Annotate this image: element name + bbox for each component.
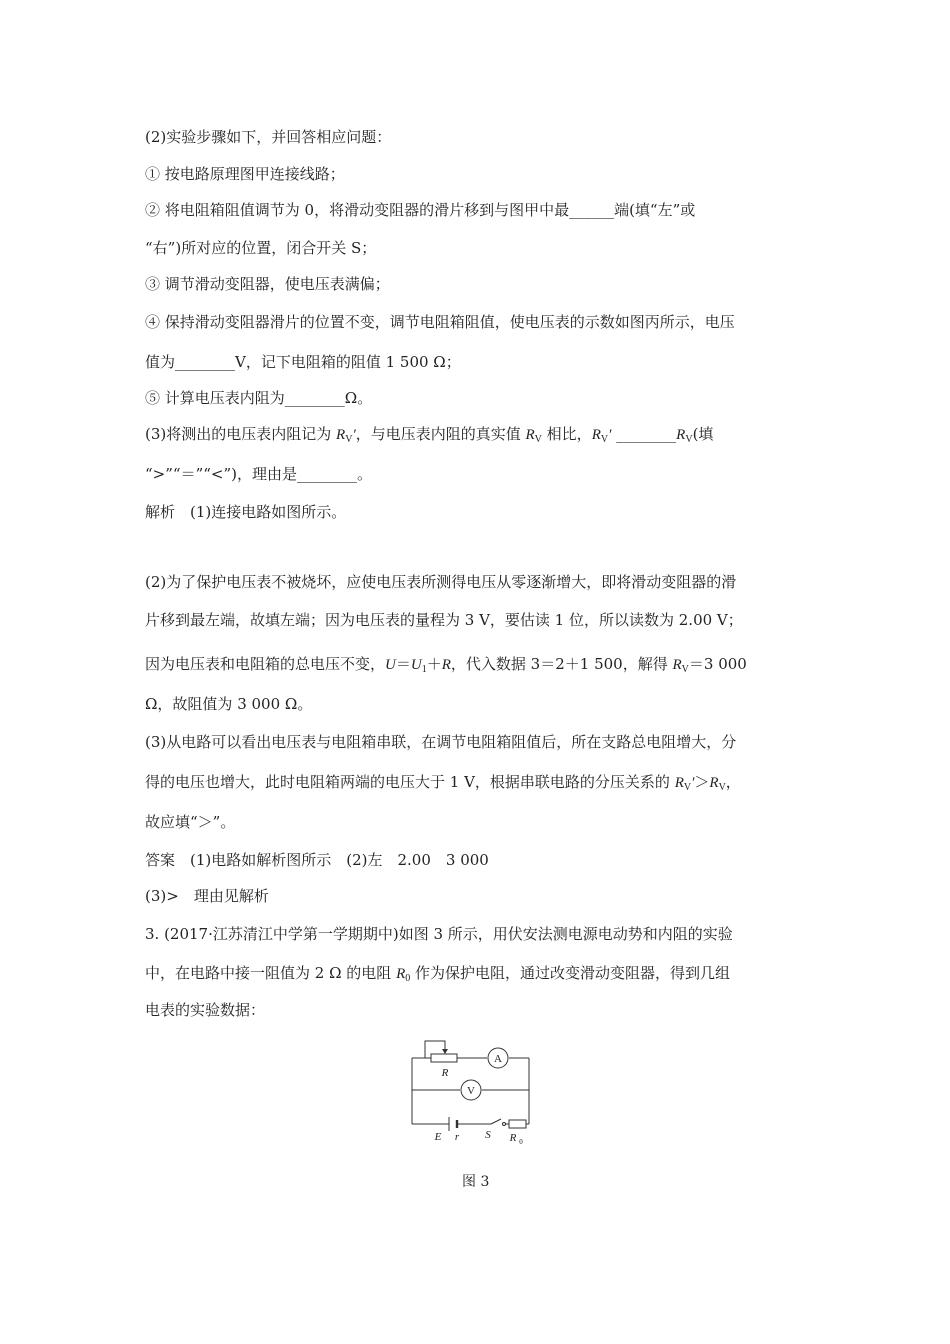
problem-3-cont: [145, 963, 730, 989]
text: 中，在电路中接一阻值为 2 Ω 的电阻: [145, 964, 397, 982]
analysis-3-cont: [145, 772, 741, 798]
step-4: ④ 保持滑动变阻器滑片的位置不变，调节电阻箱阻值，使电压表的示数如图丙所示，电压: [145, 313, 735, 331]
answer-2: (3)> 理由见解析: [145, 887, 269, 905]
question-3: [145, 424, 713, 450]
text: 因为电压表和电阻箱的总电压不变，: [145, 655, 386, 673]
circuit-diagram: [405, 1036, 540, 1148]
answer-1: 答案 (1)电路如解析图所示 (2)左 2.00 3 000: [145, 851, 489, 869]
problem-3-end: 电表的实验数据：: [145, 1001, 266, 1019]
resistor-r0-subscript: 0: [519, 1138, 523, 1146]
symbol-rv: $R_V$: [525, 427, 542, 445]
analysis-2-equation: [145, 654, 747, 680]
symbol-r0: $R_0$: [396, 966, 411, 984]
internal-resistance-label: r: [454, 1131, 460, 1143]
text: ＋: [426, 655, 442, 673]
step-4-cont: 值为________V，记下电阻箱的阻值 1 500 Ω；: [145, 353, 461, 371]
symbol-rv: $R_V$: [709, 775, 726, 793]
figure-caption: 图 3: [462, 1174, 490, 1190]
text: ，与电压表内阻的真实值: [355, 425, 526, 443]
text: ＝: [395, 655, 411, 673]
analysis-2-cont: 片移到最左端，故填左端；因为电压表的量程为 3 V，要估读 1 位，所以读数为 2.00 V；: [145, 611, 743, 629]
analysis-1: 解析 (1)连接电路如图所示。: [145, 503, 347, 521]
symbol-rv: $R_V$: [672, 657, 689, 675]
analysis-2: (2)为了保护电压表不被烧坏，应使电压表所测得电压从零逐渐增大，即将滑动变阻器的滑: [145, 573, 737, 591]
rheostat-label: R: [441, 1067, 449, 1079]
symbol-rv-prime: $R_V'$: [674, 775, 695, 793]
text: 得的电压也增大，此时电阻箱两端的电压大于 1 V，根据串联电路的分压关系的: [145, 773, 675, 791]
emf-label: E: [434, 1131, 442, 1143]
problem-3: 3. (2017·江苏清江中学第一学期期中)如图 3 所示，用伏安法测电源电动势和内阻的实验: [145, 925, 733, 943]
step-5: ⑤ 计算电压表内阻为________Ω。: [145, 389, 373, 407]
question-3-cont: “>”“＝”“<”)，理由是________。: [145, 465, 373, 483]
text: 作为保护电阻，通过改变滑动变阻器，得到几组: [410, 964, 731, 982]
text: ，代入数据 3＝2＋1 500，解得: [450, 655, 673, 673]
step-intro: (2)实验步骤如下，并回答相应问题：: [145, 128, 392, 146]
text: ＝3 000: [688, 655, 747, 673]
text: 相比，: [541, 425, 592, 443]
analysis-2-result: Ω，故阻值为 3 000 Ω。: [145, 695, 313, 713]
analysis-3-conclusion: 故应填“＞”。: [145, 813, 236, 831]
symbol-rv-prime: $R_V'$: [591, 427, 612, 445]
resistor-r0-label: R: [509, 1132, 517, 1144]
text: ，: [725, 773, 741, 791]
voltmeter-label: V: [467, 1085, 475, 1097]
text: (填: [692, 425, 714, 443]
symbol-rv-prime: $R_V'$: [336, 427, 356, 445]
symbol-u: U: [385, 657, 396, 673]
symbol-u1: $U_1$: [410, 657, 427, 675]
text: (3)将测出的电压表内阻记为: [145, 425, 337, 443]
text: ________: [611, 425, 677, 443]
slider-arrow-icon: [442, 1049, 448, 1054]
step-1: ① 按电路原理图甲连接线路；: [145, 165, 345, 183]
step-3: ③ 调节滑动变阻器，使电压表满偏；: [145, 275, 390, 293]
step-2: ② 将电阻箱阻值调节为 0，将滑动变阻器的滑片移到与图甲中最______端(填“左”或: [145, 201, 696, 219]
analysis-3: (3)从电路可以看出电压表与电阻箱串联，在调节电阻箱阻值后，所在支路总电阻增大，分: [145, 733, 737, 751]
text: ＞: [694, 773, 710, 791]
switch-label: S: [485, 1129, 491, 1141]
ammeter-label: A: [494, 1053, 502, 1065]
symbol-r: R: [441, 657, 451, 673]
symbol-rv: $R_V$: [676, 427, 693, 445]
step-2-cont: “右”)所对应的位置，闭合开关 S；: [145, 239, 377, 257]
